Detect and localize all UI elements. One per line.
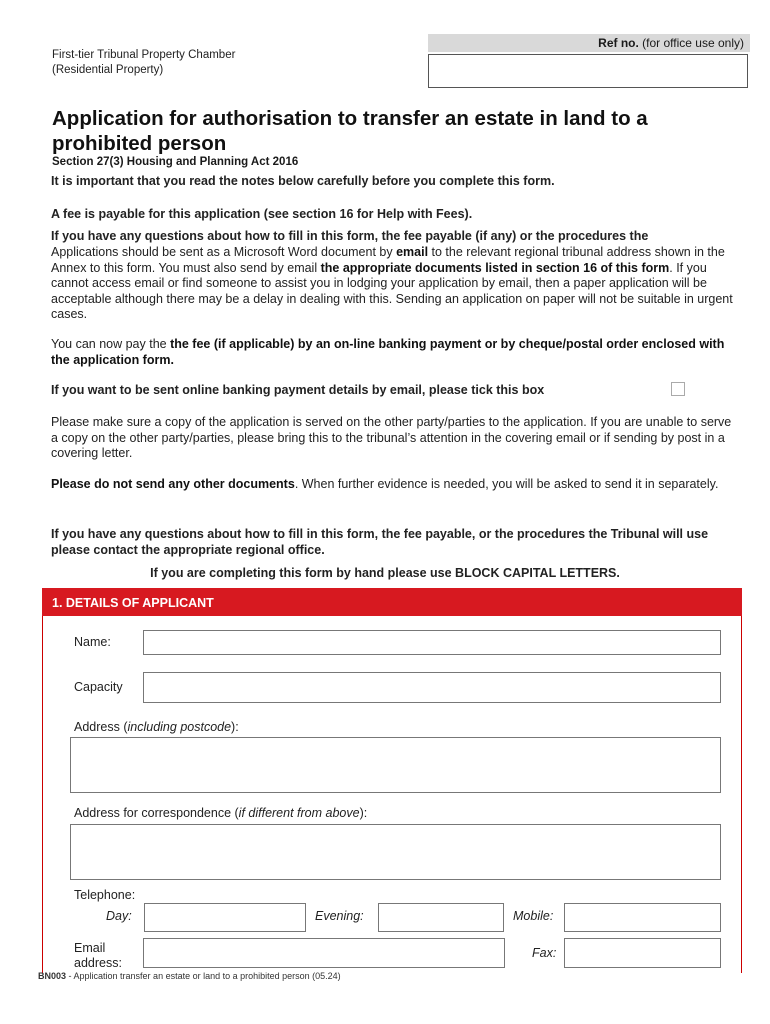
fax-label: Fax: xyxy=(532,946,557,960)
email-field[interactable] xyxy=(143,938,505,968)
evening-label: Evening: xyxy=(315,909,364,923)
online-payment-checkbox[interactable] xyxy=(671,382,685,396)
capacity-field[interactable] xyxy=(143,672,721,703)
email-label: Email address: xyxy=(74,941,122,970)
fax-field[interactable] xyxy=(564,938,721,968)
address-label: Address (including postcode): xyxy=(74,720,239,734)
note-no-documents: Please do not send any other documents. When further evidence is needed, you will be asked to send it in separately. xyxy=(51,477,719,491)
address-field[interactable] xyxy=(70,737,721,793)
note-contact: If you have any questions about how to fill in this form, the fee payable, or the procedures the Tribunal will use please contact the appropriate regional office. xyxy=(51,527,709,557)
note-email: Applications should be sent as a Microsoft Word document by email to the relevant regional tribunal address shown in the Annex to this form. You must also send by email the appropriate documents listed in section 16 of this form. If you cannot access email or find someone to assist you in lodging your application by email, then a paper application will be acceptable although there may be a delay in dealing with this. Sending an application on paper will not be suitable in urgent cases. xyxy=(51,245,733,322)
note-fee: A fee is payable for this application (see section 16 for Help with Fees). xyxy=(51,207,473,221)
mobile-label: Mobile: xyxy=(513,909,554,923)
note-payment: You can now pay the the fee (if applicable) by an on-line banking payment or by cheque/postal order enclosed with the application form. xyxy=(51,337,725,367)
name-field[interactable] xyxy=(143,630,721,655)
page-title: Application for authorisation to transfer an estate in land to a prohibited person xyxy=(52,107,648,155)
evening-phone-field[interactable] xyxy=(378,903,504,932)
note-block-capitals: If you are completing this form by hand please use BLOCK CAPITAL LETTERS. xyxy=(150,566,620,580)
section-header-applicant: 1. DETAILS OF APPLICANT xyxy=(42,588,742,616)
note-serve: Please make sure a copy of the application is served on the other party/parties to the application. If you are unable to serve a copy on the other party/parties, please bring this to the tribunal’s attention in the covering email or if sending by post in a covering letter. xyxy=(51,415,732,461)
note-important: It is important that you read the notes below carefully before you complete this form. xyxy=(51,174,555,188)
form-footer: BN003 - Application transfer an estate or land to a prohibited person (05.24) xyxy=(38,971,341,981)
page-subtitle: Section 27(3) Housing and Planning Act 2016 xyxy=(52,156,299,168)
mobile-phone-field[interactable] xyxy=(564,903,721,932)
ref-no-field[interactable] xyxy=(428,54,748,88)
note-questions-cut: If you have any questions about how to fill in this form, the fee payable (if any) or the procedures the xyxy=(51,229,649,243)
tribunal-name: First-tier Tribunal Property Chamber (Residential Property) xyxy=(52,49,236,76)
correspondence-address-label: Address for correspondence (if different from above): xyxy=(74,806,368,820)
capacity-label: Capacity xyxy=(74,680,123,694)
day-label: Day: xyxy=(106,909,132,923)
correspondence-address-field[interactable] xyxy=(70,824,721,880)
day-phone-field[interactable] xyxy=(144,903,306,932)
name-label: Name: xyxy=(74,635,111,649)
telephone-label: Telephone: xyxy=(74,888,136,902)
note-tick: If you want to be sent online banking payment details by email, please tick this box xyxy=(51,383,545,397)
ref-no-label: Ref no. (for office use only) xyxy=(428,34,750,52)
